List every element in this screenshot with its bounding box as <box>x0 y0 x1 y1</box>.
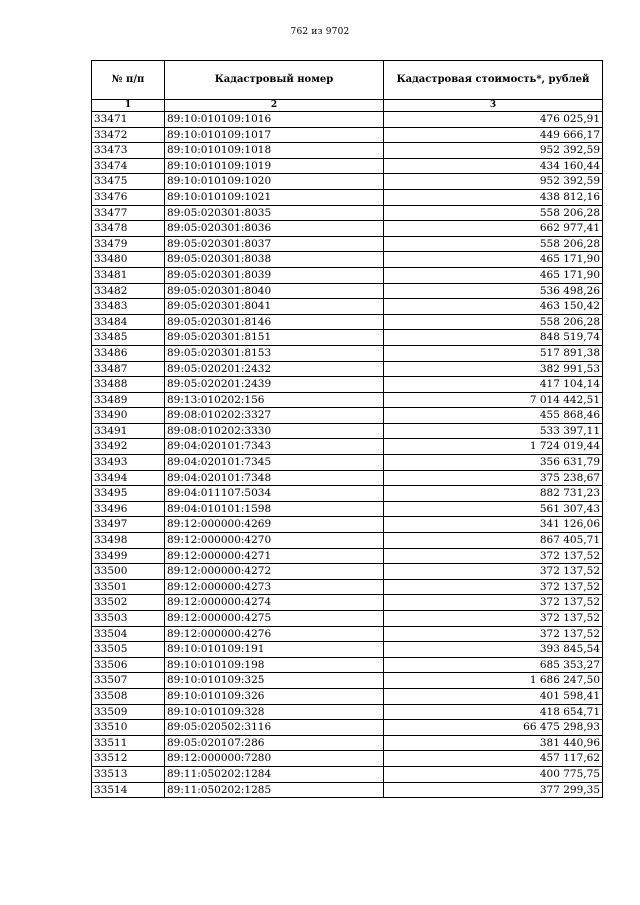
cadastral-number-cell: 89:10:010109:328 <box>165 704 384 720</box>
row-number-cell: 33505 <box>92 642 165 658</box>
cadastral-value-cell: 372 137,52 <box>384 611 603 627</box>
cadastral-value-cell: 400 775,75 <box>384 766 603 782</box>
row-number-cell: 33478 <box>92 221 165 237</box>
cadastral-value-cell: 381 440,96 <box>384 735 603 751</box>
table-row <box>92 439 603 455</box>
row-number-cell: 33490 <box>92 408 165 424</box>
table-row <box>92 751 603 767</box>
cadastral-value-cell: 372 137,52 <box>384 595 603 611</box>
row-number-cell: 33482 <box>92 283 165 299</box>
row-number-cell: 33474 <box>92 158 165 174</box>
cadastral-number-cell: 89:12:000000:4274 <box>165 595 384 611</box>
row-number-cell: 33500 <box>92 564 165 580</box>
cadastral-value-cell: 418 654,71 <box>384 704 603 720</box>
table-row <box>92 127 603 143</box>
table-row <box>92 735 603 751</box>
table-row <box>92 158 603 174</box>
table-row <box>92 673 603 689</box>
cadastral-number-cell: 89:12:000000:4271 <box>165 548 384 564</box>
cadastral-value-cell: 952 392,59 <box>384 143 603 159</box>
table-row <box>92 314 603 330</box>
row-number-cell: 33484 <box>92 314 165 330</box>
row-number-cell: 33475 <box>92 174 165 190</box>
cadastral-value-cell: 372 137,52 <box>384 626 603 642</box>
table-row <box>92 283 603 299</box>
row-number-cell: 33472 <box>92 127 165 143</box>
header-cadastral-number: Кадастровый номер <box>165 61 384 100</box>
row-number-cell: 33477 <box>92 205 165 221</box>
table-header-row <box>92 61 603 100</box>
cadastral-number-cell: 89:05:020301:8040 <box>165 283 384 299</box>
row-number-cell: 33499 <box>92 548 165 564</box>
cadastral-value-cell: 377 299,35 <box>384 782 603 798</box>
cadastral-number-cell: 89:08:010202:3330 <box>165 423 384 439</box>
table-row <box>92 345 603 361</box>
cadastral-value-cell: 1 686 247,50 <box>384 673 603 689</box>
cadastral-value-cell: 375 238,67 <box>384 470 603 486</box>
cadastral-value-cell: 882 731,23 <box>384 486 603 502</box>
header-row-number: № п/п <box>92 61 165 100</box>
row-number-cell: 33498 <box>92 533 165 549</box>
cadastral-number-cell: 89:10:010109:1017 <box>165 127 384 143</box>
row-number-cell: 33513 <box>92 766 165 782</box>
row-number-cell: 33514 <box>92 782 165 798</box>
cadastral-value-cell: 533 397,11 <box>384 423 603 439</box>
table-row <box>92 189 603 205</box>
cadastral-number-cell: 89:05:020301:8151 <box>165 330 384 346</box>
cadastral-number-cell: 89:13:010202:156 <box>165 392 384 408</box>
cadastral-value-cell: 455 868,46 <box>384 408 603 424</box>
cadastral-value-cell: 465 171,90 <box>384 267 603 283</box>
table-row <box>92 330 603 346</box>
cadastral-number-cell: 89:10:010109:1019 <box>165 158 384 174</box>
cadastral-value-cell: 372 137,52 <box>384 564 603 580</box>
row-number-cell: 33485 <box>92 330 165 346</box>
row-number-cell: 33479 <box>92 236 165 252</box>
cadastral-value-cell: 372 137,52 <box>384 579 603 595</box>
table-row <box>92 392 603 408</box>
cadastral-number-cell: 89:05:020301:8036 <box>165 221 384 237</box>
cadastral-value-cell: 476 025,91 <box>384 112 603 128</box>
row-number-cell: 33481 <box>92 267 165 283</box>
cadastral-value-cell: 517 891,38 <box>384 345 603 361</box>
table-row <box>92 174 603 190</box>
row-number-cell: 33496 <box>92 501 165 517</box>
cadastral-value-cell: 382 991,53 <box>384 361 603 377</box>
table-row <box>92 626 603 642</box>
table-row <box>92 470 603 486</box>
table-row <box>92 267 603 283</box>
row-number-cell: 33509 <box>92 704 165 720</box>
table-row <box>92 688 603 704</box>
column-number-3: 3 <box>384 100 603 112</box>
cadastral-number-cell: 89:10:010109:1021 <box>165 189 384 205</box>
table-row <box>92 236 603 252</box>
cadastral-value-cell: 434 160,44 <box>384 158 603 174</box>
table-row <box>92 377 603 393</box>
row-number-cell: 33487 <box>92 361 165 377</box>
cadastral-value-cell: 952 392,59 <box>384 174 603 190</box>
cadastral-value-cell: 401 598,41 <box>384 688 603 704</box>
table-row <box>92 423 603 439</box>
row-number-cell: 33494 <box>92 470 165 486</box>
cadastral-number-cell: 89:05:020107:286 <box>165 735 384 751</box>
row-number-cell: 33488 <box>92 377 165 393</box>
table-row <box>92 517 603 533</box>
cadastral-number-cell: 89:05:020301:8038 <box>165 252 384 268</box>
table-row <box>92 704 603 720</box>
cadastral-number-cell: 89:11:050202:1284 <box>165 766 384 782</box>
cadastral-value-cell: 438 812,16 <box>384 189 603 205</box>
row-number-cell: 33507 <box>92 673 165 689</box>
cadastral-number-cell: 89:12:000000:4272 <box>165 564 384 580</box>
row-number-cell: 33503 <box>92 611 165 627</box>
cadastral-value-cell: 465 171,90 <box>384 252 603 268</box>
table-row <box>92 361 603 377</box>
cadastral-value-cell: 7 014 442,51 <box>384 392 603 408</box>
cadastral-number-cell: 89:12:000000:4270 <box>165 533 384 549</box>
cadastral-value-cell: 867 405,71 <box>384 533 603 549</box>
cadastral-number-cell: 89:10:010109:1018 <box>165 143 384 159</box>
header-cadastral-value: Кадастровая стоимость*, рублей <box>384 61 603 100</box>
cadastral-number-cell: 89:12:000000:4276 <box>165 626 384 642</box>
cadastral-value-cell: 356 631,79 <box>384 455 603 471</box>
cadastral-value-cell: 449 666,17 <box>384 127 603 143</box>
row-number-cell: 33476 <box>92 189 165 205</box>
row-number-cell: 33471 <box>92 112 165 128</box>
cadastral-number-cell: 89:08:010202:3327 <box>165 408 384 424</box>
cadastral-number-cell: 89:12:000000:7280 <box>165 751 384 767</box>
cadastral-number-cell: 89:10:010109:191 <box>165 642 384 658</box>
table-row <box>92 611 603 627</box>
cadastral-number-cell: 89:05:020301:8146 <box>165 314 384 330</box>
cadastral-number-cell: 89:12:000000:4269 <box>165 517 384 533</box>
table-row <box>92 299 603 315</box>
row-number-cell: 33511 <box>92 735 165 751</box>
cadastral-value-cell: 1 724 019,44 <box>384 439 603 455</box>
cadastral-value-cell: 463 150,42 <box>384 299 603 315</box>
row-number-cell: 33508 <box>92 688 165 704</box>
cadastral-value-cell: 341 126,06 <box>384 517 603 533</box>
cadastral-value-cell: 457 117,62 <box>384 751 603 767</box>
cadastral-value-table <box>91 60 603 798</box>
row-number-cell: 33504 <box>92 626 165 642</box>
table-row <box>92 720 603 736</box>
cadastral-value-cell: 685 353,27 <box>384 657 603 673</box>
row-number-cell: 33512 <box>92 751 165 767</box>
table-row <box>92 782 603 798</box>
cadastral-number-cell: 89:04:010101:1598 <box>165 501 384 517</box>
table-row <box>92 408 603 424</box>
table-row <box>92 221 603 237</box>
cadastral-value-cell: 558 206,28 <box>384 314 603 330</box>
cadastral-value-cell: 536 498,26 <box>384 283 603 299</box>
cadastral-number-cell: 89:10:010109:326 <box>165 688 384 704</box>
cadastral-number-cell: 89:10:010109:1020 <box>165 174 384 190</box>
cadastral-value-cell: 662 977,41 <box>384 221 603 237</box>
cadastral-number-cell: 89:05:020301:8037 <box>165 236 384 252</box>
cadastral-value-cell: 393 845,54 <box>384 642 603 658</box>
row-number-cell: 33502 <box>92 595 165 611</box>
table-row <box>92 548 603 564</box>
cadastral-number-cell: 89:10:010109:198 <box>165 657 384 673</box>
table-row <box>92 564 603 580</box>
table-row <box>92 595 603 611</box>
cadastral-number-cell: 89:12:000000:4275 <box>165 611 384 627</box>
cadastral-value-cell: 558 206,28 <box>384 236 603 252</box>
table-row <box>92 657 603 673</box>
table-row <box>92 455 603 471</box>
column-number-2: 2 <box>165 100 384 112</box>
cadastral-number-cell: 89:12:000000:4273 <box>165 579 384 595</box>
table-row <box>92 205 603 221</box>
cadastral-number-cell: 89:05:020301:8039 <box>165 267 384 283</box>
row-number-cell: 33506 <box>92 657 165 673</box>
cadastral-value-cell: 372 137,52 <box>384 548 603 564</box>
table-row <box>92 579 603 595</box>
cadastral-number-cell: 89:04:020101:7343 <box>165 439 384 455</box>
row-number-cell: 33480 <box>92 252 165 268</box>
page-number-header: 762 из 9702 <box>290 27 350 37</box>
cadastral-number-cell: 89:05:020301:8041 <box>165 299 384 315</box>
row-number-cell: 33497 <box>92 517 165 533</box>
row-number-cell: 33491 <box>92 423 165 439</box>
cadastral-number-cell: 89:04:011107:5034 <box>165 486 384 502</box>
column-number-row <box>92 100 603 112</box>
row-number-cell: 33473 <box>92 143 165 159</box>
row-number-cell: 33495 <box>92 486 165 502</box>
row-number-cell: 33501 <box>92 579 165 595</box>
table-row <box>92 252 603 268</box>
cadastral-number-cell: 89:05:020301:8153 <box>165 345 384 361</box>
table-row <box>92 766 603 782</box>
cadastral-number-cell: 89:04:020101:7345 <box>165 455 384 471</box>
table-row <box>92 143 603 159</box>
cadastral-number-cell: 89:11:050202:1285 <box>165 782 384 798</box>
cadastral-number-cell: 89:04:020101:7348 <box>165 470 384 486</box>
table-row <box>92 642 603 658</box>
row-number-cell: 33493 <box>92 455 165 471</box>
cadastral-number-cell: 89:05:020201:2439 <box>165 377 384 393</box>
cadastral-number-cell: 89:05:020201:2432 <box>165 361 384 377</box>
cadastral-value-cell: 561 307,43 <box>384 501 603 517</box>
row-number-cell: 33486 <box>92 345 165 361</box>
column-number-1: 1 <box>92 100 165 112</box>
table-body <box>92 112 603 798</box>
cadastral-number-cell: 89:05:020502:3116 <box>165 720 384 736</box>
cadastral-value-cell: 558 206,28 <box>384 205 603 221</box>
row-number-cell: 33489 <box>92 392 165 408</box>
table-row <box>92 501 603 517</box>
cadastral-number-cell: 89:10:010109:1016 <box>165 112 384 128</box>
cadastral-number-cell: 89:05:020301:8035 <box>165 205 384 221</box>
row-number-cell: 33492 <box>92 439 165 455</box>
table-row <box>92 112 603 128</box>
cadastral-value-cell: 417 104,14 <box>384 377 603 393</box>
cadastral-number-cell: 89:10:010109:325 <box>165 673 384 689</box>
table-row <box>92 533 603 549</box>
table-row <box>92 486 603 502</box>
row-number-cell: 33510 <box>92 720 165 736</box>
cadastral-value-cell: 66 475 298,93 <box>384 720 603 736</box>
cadastral-value-cell: 848 519,74 <box>384 330 603 346</box>
row-number-cell: 33483 <box>92 299 165 315</box>
